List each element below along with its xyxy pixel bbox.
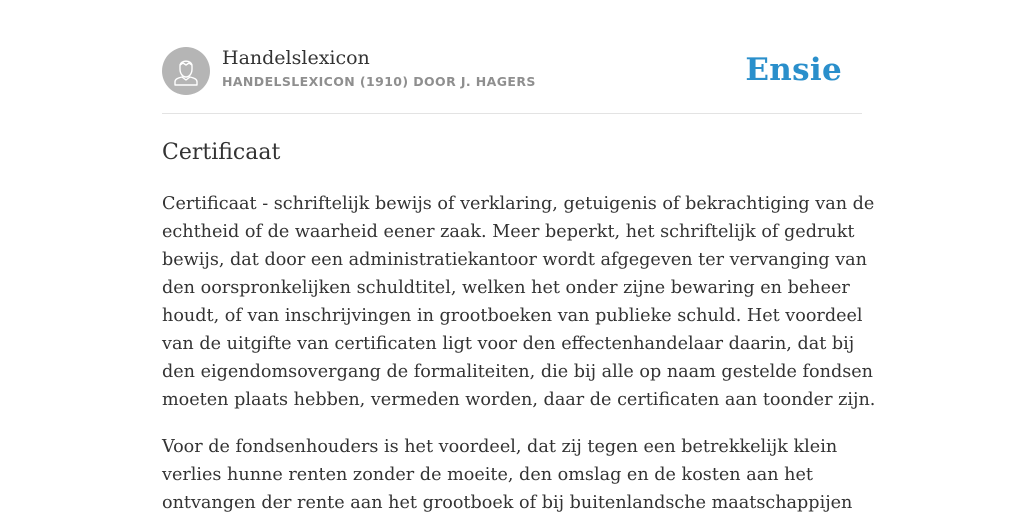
text-line: echtheid of de waarheid eener zaak. Meer beperkt, het schriftelijk of gedrukt (162, 222, 855, 242)
entry-title: Certificaat (162, 140, 281, 165)
header-divider (162, 113, 862, 114)
text-line: den eigendomsovergang de formaliteiten, die bij alle op naam gestelde fondsen (162, 362, 873, 382)
text-line: ontvangen der rente aan het grootboek of bij buitenlandsche maatschappijen (162, 493, 853, 512)
text-line: van de uitgifte van certificaten ligt voor den effectenhandelaar daarin, dat bij (162, 334, 855, 354)
paragraph (162, 433, 862, 512)
text-line: moeten plaats hebben, vermeden worden, daar de certificaten aan toonder zijn. (162, 390, 876, 410)
paragraph (162, 190, 876, 414)
text-line: houdt, of van inschrijvingen in grootboeken van publieke schuld. Het voordeel (162, 306, 863, 326)
text-line: Voor de fondsenhouders is het voordeel, dat zij tegen een betrekkelijk klein (162, 437, 838, 457)
avatar[interactable] (162, 47, 210, 95)
entry-body (162, 190, 876, 512)
ensie-logo[interactable]: Ensie (745, 52, 842, 88)
source-header (162, 46, 862, 96)
text-line: verlies hunne renten zonder de moeite, den omslag en de kosten aan het (162, 465, 813, 485)
text-line: bewijs, dat door een administratiekantoor wordt afgegeven ter vervanging van (162, 250, 867, 270)
person-outline-icon (162, 47, 210, 95)
source-title[interactable]: Handelslexicon (222, 47, 370, 69)
source-subtitle[interactable]: HANDELSLEXICON (1910) DOOR J. HAGERS (222, 74, 536, 89)
text-line: Certificaat - schriftelijk bewijs of verklaring, getuigenis of bekrachtiging van de (162, 194, 875, 214)
text-line: den oorspronkelijken schuldtitel, welken het onder zijne bewaring en beheer (162, 278, 850, 298)
